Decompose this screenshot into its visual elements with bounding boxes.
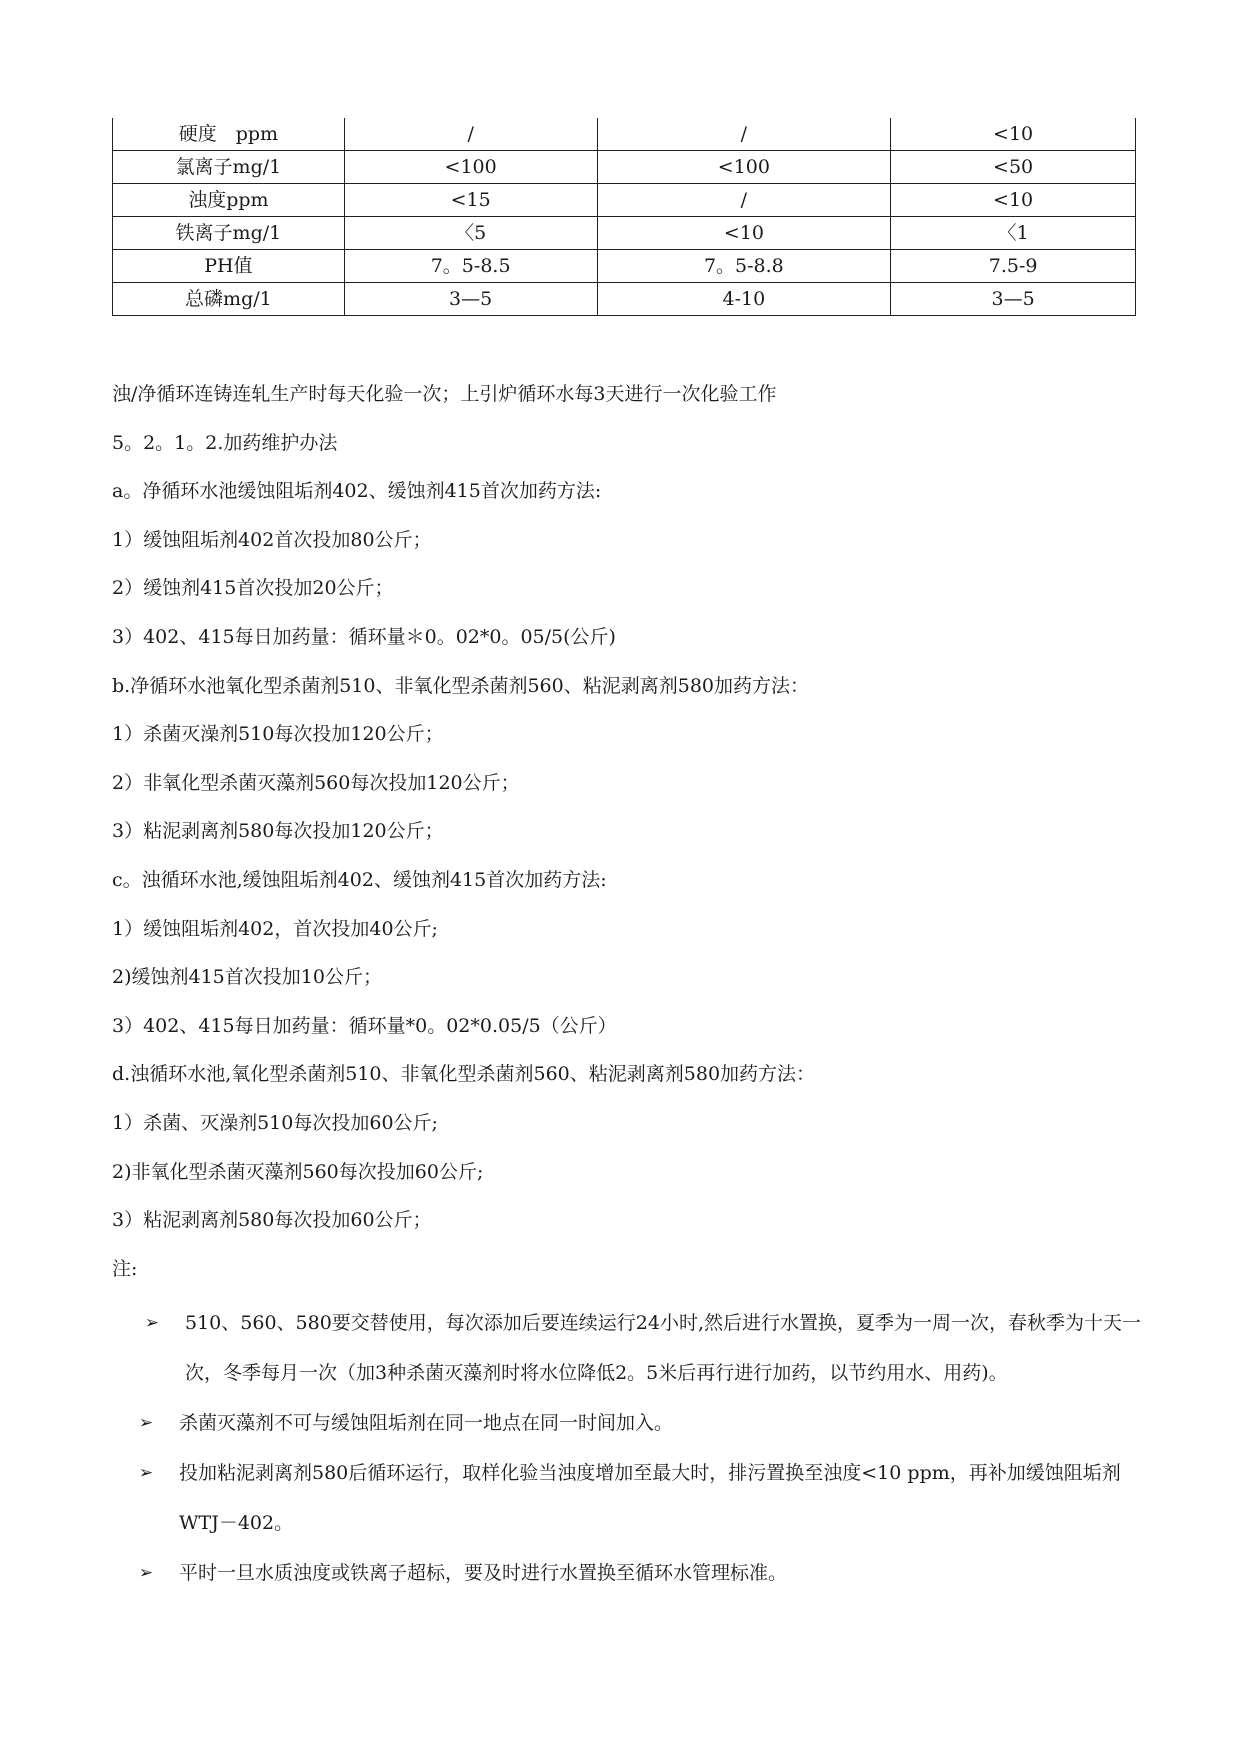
paragraph: 浊/净循环连铸连轧生产时每天化验一次；上引炉循环水每3天进行一次化验工作 <box>112 383 777 405</box>
table-cell: 7。5-8.5 <box>344 250 597 283</box>
table-cell: 〈1 <box>891 217 1136 250</box>
list-item: 2)缓蚀剂415首次投加10公斤； <box>112 966 382 989</box>
table-cell: / <box>597 184 891 217</box>
table-cell: / <box>597 118 891 151</box>
note-text: 投加粘泥剥离剂580后循环运行，取样化验当浊度增加至最大时，排污置换至浊度<10 ppm，再补加缓蚀阻垢剂WTJ－402。 <box>179 1462 1121 1534</box>
table-cell: <10 <box>891 184 1136 217</box>
table-cell: 总磷mg/1 <box>113 283 345 316</box>
note-text: 510、560、580要交替使用，每次添加后要连续运行24小时,然后进行水置换，夏季为一周一次，春秋季为十天一次，冬季每月一次（加3种杀菌灭藻剂时将水位降低2。5米后再行进行加药，以节约用水、用药)。 <box>185 1312 1142 1384</box>
list-item: 3）402、415每日加药量：循环量*0。02*0.05/5（公斤） <box>112 1014 617 1037</box>
table-cell: 7.5-9 <box>891 250 1136 283</box>
table-cell: 氯离子mg/1 <box>113 151 345 184</box>
table-cell: 4-10 <box>597 283 891 316</box>
table-cell: <50 <box>891 151 1136 184</box>
list-item: 2)非氧化型杀菌灭藻剂560每次投加60公斤; <box>112 1160 484 1183</box>
table-cell: <100 <box>597 151 891 184</box>
note-item <box>112 1548 1142 1598</box>
table-cell: / <box>344 118 597 151</box>
table-row <box>113 250 1136 283</box>
paragraph: c。浊循环水池,缓蚀阻垢剂402、缓蚀剂415首次加药方法: <box>112 868 607 891</box>
table-cell: <10 <box>597 217 891 250</box>
arrow-bullet-icon: ➢ <box>144 1313 160 1333</box>
note-heading: 注: <box>112 1257 138 1280</box>
list-item: 1）缓蚀阻垢剂402首次投加80公斤； <box>112 528 432 551</box>
list-item: 3）粘泥剥离剂580每次投加60公斤； <box>112 1209 432 1232</box>
notes-list <box>112 1298 1142 1598</box>
body-text <box>112 370 1136 1293</box>
water-quality-table <box>112 118 1136 316</box>
note-item <box>112 1448 1142 1548</box>
arrow-bullet-icon: ➢ <box>138 1463 154 1483</box>
table-cell: PH值 <box>113 250 345 283</box>
table-cell: 浊度ppm <box>113 184 345 217</box>
list-item: 1）杀菌、灭澡剂510每次投加60公斤; <box>112 1111 438 1134</box>
note-text: 杀菌灭藻剂不可与缓蚀阻垢剂在同一地点在同一时间加入。 <box>179 1412 674 1434</box>
table-row <box>113 184 1136 217</box>
arrow-bullet-icon: ➢ <box>138 1563 154 1583</box>
table-cell: 铁离子mg/1 <box>113 217 345 250</box>
note-text: 平时一旦水质浊度或铁离子超标，要及时进行水置换至循环水管理标准。 <box>179 1562 788 1584</box>
paragraph: d.浊循环水池,氧化型杀菌剂510、非氧化型杀菌剂560、粘泥剥离剂580加药方法： <box>112 1063 816 1086</box>
section-heading: 5。2。1。2.加药维护办法 <box>112 431 338 454</box>
list-item: 1）缓蚀阻垢剂402，首次投加40公斤; <box>112 917 438 940</box>
table-cell: 硬度 ppm <box>113 118 345 151</box>
note-item <box>112 1398 1142 1448</box>
list-item: 3）粘泥剥离剂580每次投加120公斤； <box>112 820 444 843</box>
table-cell: 3—5 <box>344 283 597 316</box>
table-cell: 〈5 <box>344 217 597 250</box>
table-row <box>113 151 1136 184</box>
table-cell: 3—5 <box>891 283 1136 316</box>
table-cell: <10 <box>891 118 1136 151</box>
paragraph: a。净循环水池缓蚀阻垢剂402、缓蚀剂415首次加药方法: <box>112 480 602 503</box>
table-row <box>113 283 1136 316</box>
note-item <box>112 1298 1142 1398</box>
list-item: 3）402、415每日加药量：循环量＊0。02*0。05/5(公斤) <box>112 625 616 648</box>
table-cell: <15 <box>344 184 597 217</box>
table-cell: 7。5-8.8 <box>597 250 891 283</box>
arrow-bullet-icon: ➢ <box>138 1413 154 1433</box>
table-cell: <100 <box>344 151 597 184</box>
list-item: 1）杀菌灭澡剂510每次投加120公斤； <box>112 723 444 746</box>
list-item: 2）缓蚀剂415首次投加20公斤； <box>112 577 394 600</box>
paragraph: b.净循环水池氧化型杀菌剂510、非氧化型杀菌剂560、粘泥剥离剂580加药方法： <box>112 674 809 697</box>
table-row <box>113 118 1136 151</box>
list-item: 2）非氧化型杀菌灭藻剂560每次投加120公斤； <box>112 771 520 794</box>
table-row <box>113 217 1136 250</box>
